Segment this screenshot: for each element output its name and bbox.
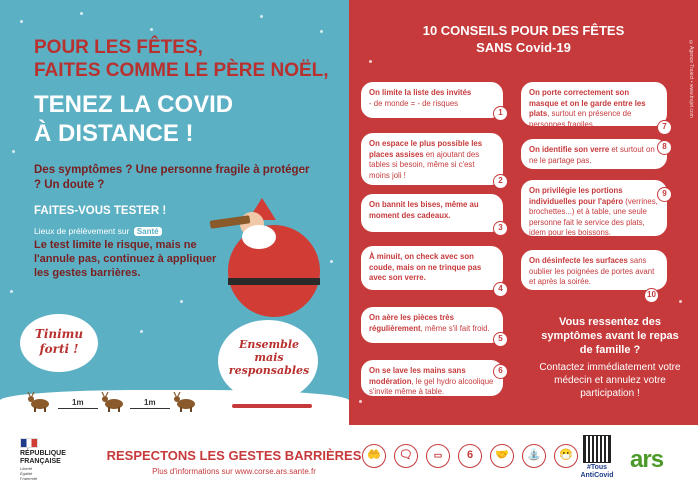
tip-bold: On limite la liste des invités bbox=[369, 88, 472, 97]
tip-text: sans oublier les poignées de portes avant et après la soirée. bbox=[529, 256, 655, 286]
symptoms-text: Des symptômes ? Une personne fragile à protéger ? Un doute ? bbox=[34, 164, 310, 191]
tinimu-bubble bbox=[20, 314, 98, 372]
distance-line bbox=[58, 408, 98, 409]
tip-number: 2 bbox=[493, 174, 508, 189]
credit-text: ©Agence Traiect • www.trajet.com bbox=[688, 40, 694, 118]
snowflake bbox=[180, 300, 183, 303]
rf-name-line: FRANÇAISE bbox=[20, 458, 61, 465]
tip-card bbox=[361, 133, 503, 185]
tip-bold: On privilégie les portions individuelles pour l'apéro bbox=[529, 186, 624, 206]
tips-title bbox=[367, 22, 680, 56]
headline-white bbox=[34, 90, 344, 148]
tip-text: et surtout on ne le partage pas. bbox=[529, 145, 655, 165]
headline-red bbox=[34, 36, 344, 82]
snowflake bbox=[80, 12, 83, 15]
tip-bold: On identifie son verre bbox=[529, 145, 610, 154]
reindeer-icon bbox=[26, 392, 54, 412]
tips-title-line: SANS Covid-19 bbox=[476, 40, 571, 55]
flag-icon bbox=[20, 438, 38, 448]
snowflake bbox=[12, 150, 15, 153]
test-cta: FAITES-VOUS TESTER ! bbox=[34, 205, 167, 217]
snowflake bbox=[369, 60, 372, 63]
tip-number: 6 bbox=[493, 364, 508, 379]
tip-bold: On porte correctement son masque et on le garde entre les plats bbox=[529, 88, 646, 118]
tinimu-line: Tinimu bbox=[34, 327, 84, 341]
rf-motto-line: Égalité bbox=[20, 471, 33, 476]
ensemble-line: Ensemble bbox=[238, 338, 300, 351]
snowflake bbox=[320, 30, 323, 33]
symptoms-advice bbox=[535, 315, 685, 400]
sante-logo: Santé bbox=[134, 227, 162, 236]
tip-number: 5 bbox=[493, 332, 508, 347]
footer-title: RESPECTONS LES GESTES BARRIÈRES bbox=[106, 448, 362, 463]
right-panel bbox=[349, 0, 698, 425]
santa-beard bbox=[242, 225, 276, 249]
tip-text: (verrines, brochettes...) et à table, une seule personne fait le service des plats, idem pour les boissons. bbox=[529, 196, 658, 237]
rf-motto-line: Fraternité bbox=[20, 476, 38, 481]
tip-bold: On bannit les bises, même au moment des cadeaux. bbox=[369, 200, 479, 220]
tip-card bbox=[521, 180, 667, 236]
tip-bold: À minuit, on check avec son coude, mais on ne trinque pas avec son verre. bbox=[369, 252, 482, 282]
tip-card bbox=[521, 250, 667, 290]
snowflake bbox=[359, 400, 362, 403]
distance-label: 1m bbox=[72, 398, 84, 407]
lieux-label: Lieux de prélèvement sur bbox=[34, 226, 130, 236]
tip-number: 9 bbox=[657, 187, 672, 202]
footer-link[interactable]: Plus d'informations sur www.corse.ars.sante.fr bbox=[152, 467, 316, 476]
ensemble-line: mais bbox=[254, 351, 284, 364]
tinimu-line: forti ! bbox=[39, 342, 79, 356]
qr-label-line: AntiCovid bbox=[580, 472, 614, 479]
advice-question: Vous ressentez des symptômes avant le repas de famille ? bbox=[541, 316, 679, 356]
tissue-icon: ▭ bbox=[426, 444, 450, 468]
snowflake bbox=[150, 28, 153, 31]
tip-card bbox=[521, 82, 667, 129]
six-people-icon: 6 bbox=[458, 444, 482, 468]
tip-text: , même s'il fait froid. bbox=[420, 323, 490, 333]
tip-bold: On aère les pièces très régulièrement bbox=[369, 313, 454, 333]
tip-number: 8 bbox=[657, 140, 672, 155]
tip-card bbox=[361, 194, 503, 232]
tip-text: en ajoutant des tables si besoin, même si c'est moins joli ! bbox=[369, 149, 480, 180]
tip-card bbox=[361, 82, 503, 118]
tip-number: 4 bbox=[493, 282, 508, 297]
tip-number: 1 bbox=[493, 106, 508, 121]
tip-bold: On se lave les mains sans modération bbox=[369, 366, 466, 386]
ars-logo: ars bbox=[630, 446, 664, 473]
left-panel bbox=[0, 0, 349, 425]
ensemble-line: responsables bbox=[228, 364, 310, 377]
tip-text: , surtout en présence de personnes fragiles. bbox=[529, 109, 632, 129]
headline-red-line: FAITES COMME LE PÈRE NOËL, bbox=[34, 60, 329, 81]
distance-label: 1m bbox=[144, 398, 156, 407]
ventilation-icon: ⛲ bbox=[522, 444, 546, 468]
headline-white-line: À DISTANCE ! bbox=[34, 120, 194, 147]
snowflake bbox=[679, 300, 682, 303]
tousanticovid-qr-icon[interactable] bbox=[584, 436, 610, 462]
tip-card bbox=[361, 360, 503, 396]
tip-bold: On désinfecte les surfaces bbox=[529, 256, 628, 265]
advice-text: Contactez immédiatement votre médecin et annulez votre participation ! bbox=[539, 362, 681, 399]
snowflake bbox=[10, 290, 13, 293]
tips-title-line: 10 CONSEILS POUR DES FÊTES bbox=[422, 23, 625, 38]
test-info: Le test limite le risque, mais ne l'annule pas, continuez à appliquer les gestes barrières. bbox=[34, 239, 217, 279]
reindeer-icon bbox=[100, 392, 128, 412]
rf-motto-line: Liberté bbox=[20, 466, 33, 471]
tip-bold: On espace le plus possible les places assises bbox=[369, 139, 483, 159]
tip-text: - de monde = - de risques bbox=[369, 98, 459, 108]
tip-card bbox=[361, 246, 503, 290]
reindeer-icon bbox=[172, 392, 200, 412]
tip-text: , le gel hydro alcoolique s'invite même à table. bbox=[369, 376, 494, 396]
tip-number: 10 bbox=[644, 288, 659, 303]
sled bbox=[232, 404, 312, 408]
no-handshake-icon: 🤝 bbox=[490, 444, 514, 468]
santa-belt bbox=[228, 278, 320, 285]
snowflake bbox=[260, 15, 263, 18]
tousanticovid-label bbox=[579, 464, 615, 480]
headline-white-line: TENEZ LA COVID bbox=[34, 91, 234, 118]
tip-number: 7 bbox=[657, 120, 672, 135]
republique-francaise-logo bbox=[20, 438, 80, 481]
cough-elbow-icon: 🗨 bbox=[394, 444, 418, 468]
snowflake bbox=[330, 260, 333, 263]
mask-icon: 😷 bbox=[554, 444, 578, 468]
lieux-text bbox=[34, 226, 162, 236]
tip-card bbox=[361, 307, 503, 343]
wash-hands-icon: 🤲 bbox=[362, 444, 386, 468]
headline-red-line: POUR LES FÊTES, bbox=[34, 37, 203, 58]
rf-name-line: RÉPUBLIQUE bbox=[20, 450, 66, 457]
snowflake bbox=[140, 330, 143, 333]
qr-label-line: #Tous bbox=[586, 464, 608, 471]
distance-line bbox=[130, 408, 170, 409]
tip-number: 3 bbox=[493, 221, 508, 236]
ensemble-text bbox=[224, 338, 314, 377]
tip-card bbox=[521, 139, 667, 169]
snowflake bbox=[20, 20, 23, 23]
